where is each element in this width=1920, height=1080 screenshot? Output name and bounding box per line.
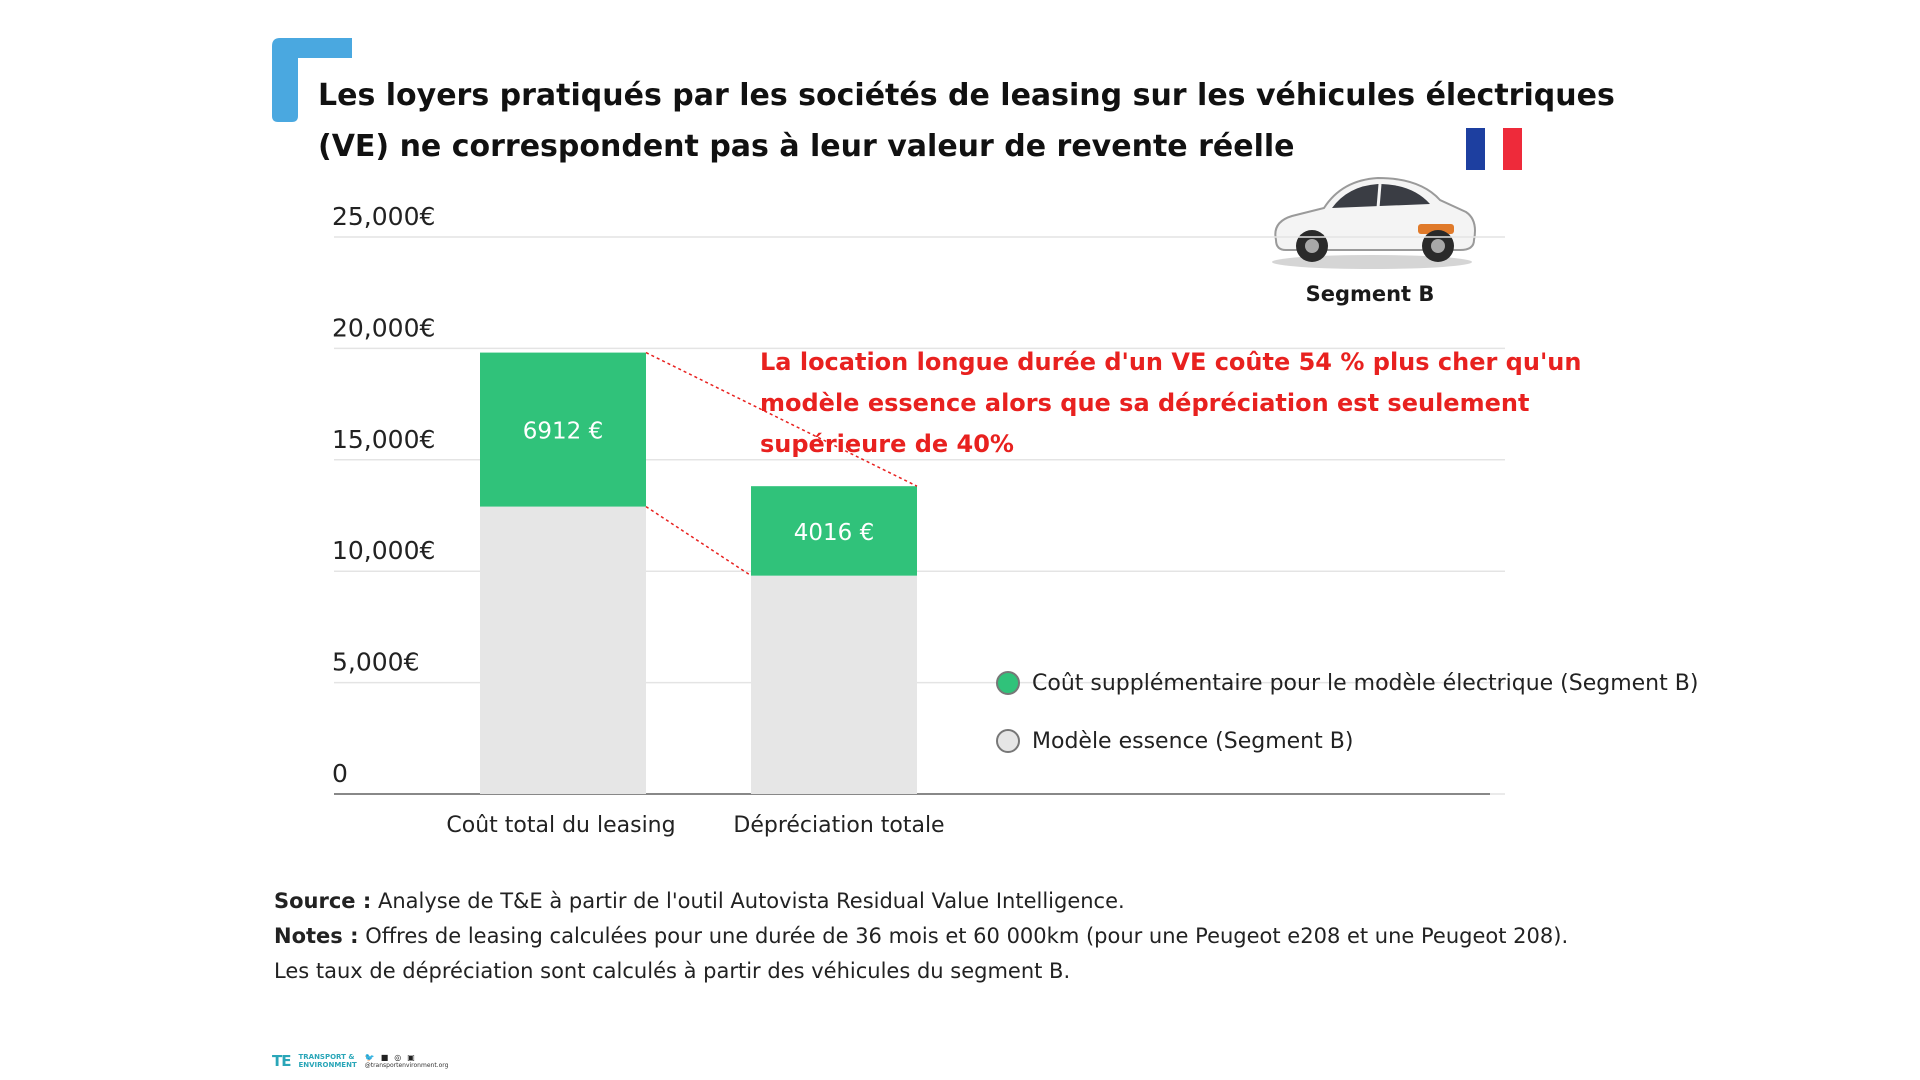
linkedin-icon[interactable]: ▣	[407, 1053, 415, 1062]
y-tick-label: 5,000€	[332, 647, 420, 677]
legend-swatch-ev-extra	[996, 671, 1020, 695]
legend-label-ev-extra: Coût supplémentaire pour le modèle électrique (Segment B)	[1032, 670, 1699, 696]
twitter-icon[interactable]: 🐦	[364, 1053, 375, 1062]
y-tick-label: 15,000€	[332, 424, 436, 454]
connector-line-base	[646, 507, 751, 576]
footer-social-block	[365, 1053, 449, 1069]
legend-swatch-petrol	[996, 729, 1020, 753]
y-tick-label: 25,000€	[332, 202, 436, 231]
y-tick-label: 10,000€	[332, 536, 436, 566]
connector-line-top	[646, 353, 917, 487]
notes-label: Notes :	[274, 924, 359, 948]
instagram-icon[interactable]: ◎	[394, 1053, 402, 1062]
brand-line-1: TRANSPORT &	[298, 1053, 355, 1061]
legend-item-ev-extra	[996, 654, 1698, 712]
data-label: 4016 €	[793, 519, 875, 546]
annotation-text: La location longue durée d'un VE coûte 54 % plus cher qu'un modèle essence alors que sa dépréciation est seulement supérieure de 40%	[760, 348, 1582, 458]
legend-label-petrol: Modèle essence (Segment B)	[1032, 728, 1354, 754]
legend	[996, 654, 1698, 770]
source-label: Source :	[274, 889, 372, 913]
chart-title: Les loyers pratiqués par les sociétés de leasing sur les véhicules électriques (VE) ne correspondent pas à leur valeur de revente réelle	[318, 78, 1615, 164]
source-line	[274, 884, 1594, 919]
notes-text: Offres de leasing calculées pour une durée de 36 mois et 60 000km (pour une Peugeot e208 et une Peugeot 208). Les taux de dépréciation sont calculés à partir des véhicules du segment B.	[274, 924, 1569, 983]
notes-line	[274, 919, 1594, 989]
bar-petrol	[751, 576, 917, 794]
footer-handle: @transportenvironment.org	[364, 1062, 449, 1069]
footer-brand	[298, 1053, 356, 1069]
facebook-icon[interactable]: ■	[380, 1053, 389, 1062]
segment-label: Segment B	[1305, 282, 1435, 306]
social-icons	[365, 1053, 449, 1062]
bar-petrol	[480, 507, 646, 794]
x-tick-label: Dépréciation totale	[733, 813, 945, 838]
data-label: 6912 €	[522, 418, 604, 445]
legend-item-petrol	[996, 712, 1698, 770]
source-text: Analyse de T&E à partir de l'outil Autovista Residual Value Intelligence.	[377, 889, 1125, 913]
source-notes	[274, 884, 1594, 989]
brand-line-2: ENVIRONMENT	[298, 1061, 357, 1069]
y-tick-label: 0	[332, 759, 348, 788]
te-logo: TE	[272, 1052, 291, 1070]
x-tick-label: Coût total du leasing	[446, 813, 676, 838]
footer	[272, 1052, 448, 1070]
y-tick-label: 20,000€	[332, 313, 436, 343]
